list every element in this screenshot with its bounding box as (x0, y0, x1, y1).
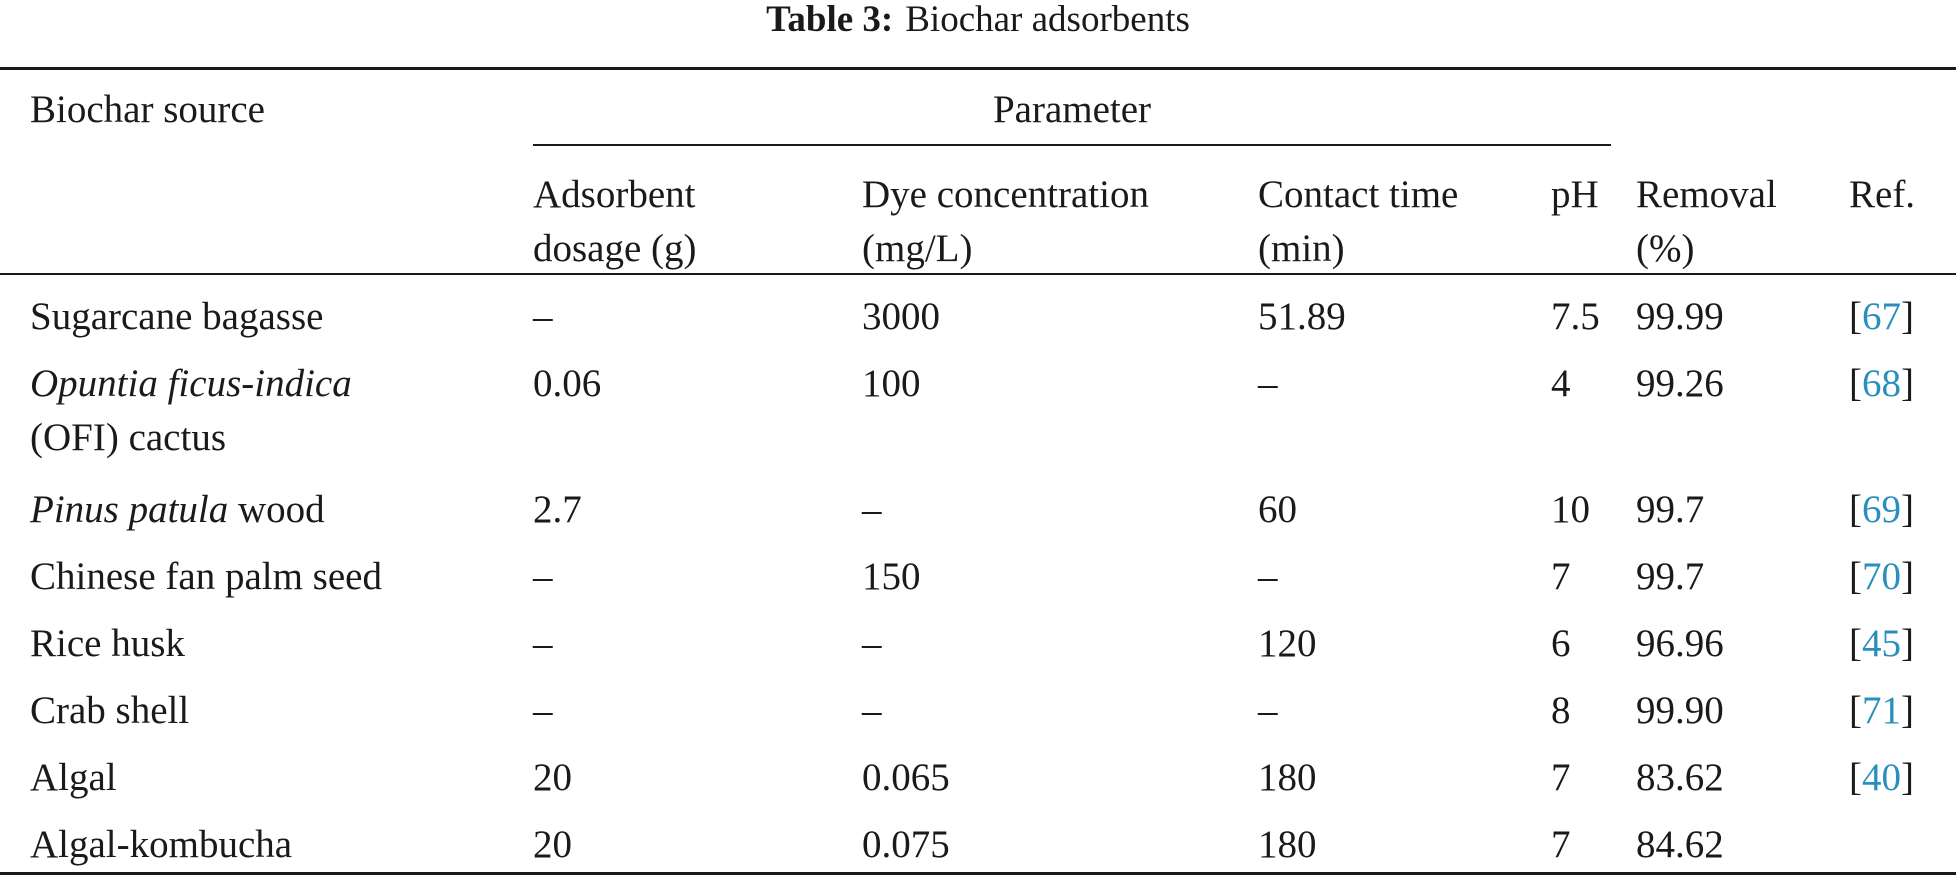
ref-link[interactable]: 67 (1862, 295, 1901, 338)
cell-contact-time: – (1258, 689, 1278, 732)
cell-ref: [40] (1849, 756, 1914, 799)
cell-concentration: 100 (862, 362, 921, 405)
cell-biochar-source: Rice husk (30, 622, 185, 665)
cell-removal: 96.96 (1636, 622, 1724, 665)
cell-ph: 8 (1551, 689, 1571, 732)
cell-removal: 99.26 (1636, 362, 1724, 405)
ref-link[interactable]: 45 (1862, 622, 1901, 665)
cell-concentration: – (862, 622, 882, 665)
ref-link[interactable]: 68 (1862, 362, 1901, 405)
cell-ph: 7.5 (1551, 295, 1600, 338)
cell-removal: 99.7 (1636, 555, 1705, 598)
cell-ph: 4 (1551, 362, 1571, 405)
cell-ref: [70] (1849, 555, 1914, 598)
cell-biochar-source: Chinese fan palm seed (30, 555, 382, 598)
cell-removal: 99.90 (1636, 689, 1724, 732)
header-parameter-group: Parameter (992, 88, 1152, 131)
cell-concentration: – (862, 689, 882, 732)
cell-ref: [68] (1849, 362, 1914, 405)
cell-biochar-source: Pinus patula wood (30, 488, 325, 531)
cell-biochar-source: Opuntia ficus-indica (OFI) cactus (30, 362, 352, 459)
cell-contact-time: 60 (1258, 488, 1297, 531)
cell-biochar-source: Algal (30, 756, 117, 799)
cell-contact-time: 120 (1258, 622, 1317, 665)
cell-ref: [45] (1849, 622, 1914, 665)
cell-concentration: 3000 (862, 295, 940, 338)
parameter-rule (533, 144, 1611, 146)
header-ref: Ref. (1849, 173, 1916, 216)
cell-ref: [71] (1849, 689, 1914, 732)
cell-concentration: 150 (862, 555, 921, 598)
cell-concentration: 0.075 (862, 823, 950, 866)
cell-contact-time: – (1258, 362, 1278, 405)
table-caption (0, 0, 1956, 40)
header-dye-concentration: Dye concentration (mg/L) (862, 173, 1149, 270)
bottom-rule (0, 872, 1956, 875)
cell-removal: 84.62 (1636, 823, 1724, 866)
cell-biochar-source: Sugarcane bagasse (30, 295, 324, 338)
cell-ref: [69] (1849, 488, 1914, 531)
cell-contact-time: – (1258, 555, 1278, 598)
cell-contact-time: 180 (1258, 823, 1317, 866)
ref-link[interactable]: 40 (1862, 756, 1901, 799)
cell-ph: 7 (1551, 823, 1571, 866)
top-rule (0, 67, 1956, 70)
cell-ph: 7 (1551, 555, 1571, 598)
cell-biochar-source: Algal-kombucha (30, 823, 293, 866)
ref-link[interactable]: 70 (1862, 555, 1901, 598)
cell-dosage: 2.7 (533, 488, 582, 531)
cell-removal: 83.62 (1636, 756, 1724, 799)
cell-ph: 7 (1551, 756, 1571, 799)
header-biochar-source: Biochar source (30, 88, 265, 131)
cell-contact-time: 180 (1258, 756, 1317, 799)
header-removal: Removal (%) (1636, 173, 1777, 270)
cell-contact-time: 51.89 (1258, 295, 1346, 338)
cell-dosage: 0.06 (533, 362, 602, 405)
header-adsorbent-dosage: Adsorbent dosage (g) (533, 173, 697, 270)
cell-dosage: – (533, 555, 553, 598)
cell-dosage: 20 (533, 756, 572, 799)
cell-ph: 10 (1551, 488, 1590, 531)
cell-ph: 6 (1551, 622, 1571, 665)
header-rule (0, 273, 1956, 275)
caption-title: Biochar adsorbents (905, 0, 1190, 40)
cell-ref: [67] (1849, 295, 1914, 338)
cell-dosage: – (533, 689, 553, 732)
cell-dosage: – (533, 295, 553, 338)
cell-dosage: 20 (533, 823, 572, 866)
caption-label: Table 3: (766, 0, 894, 40)
cell-biochar-source: Crab shell (30, 689, 190, 732)
cell-removal: 99.7 (1636, 488, 1705, 531)
cell-concentration: 0.065 (862, 756, 950, 799)
header-contact-time: Contact time (min) (1258, 173, 1459, 270)
ref-link[interactable]: 69 (1862, 488, 1901, 531)
cell-removal: 99.99 (1636, 295, 1724, 338)
cell-dosage: – (533, 622, 553, 665)
header-ph: pH (1551, 173, 1599, 216)
cell-concentration: – (862, 488, 882, 531)
ref-link[interactable]: 71 (1862, 689, 1901, 732)
